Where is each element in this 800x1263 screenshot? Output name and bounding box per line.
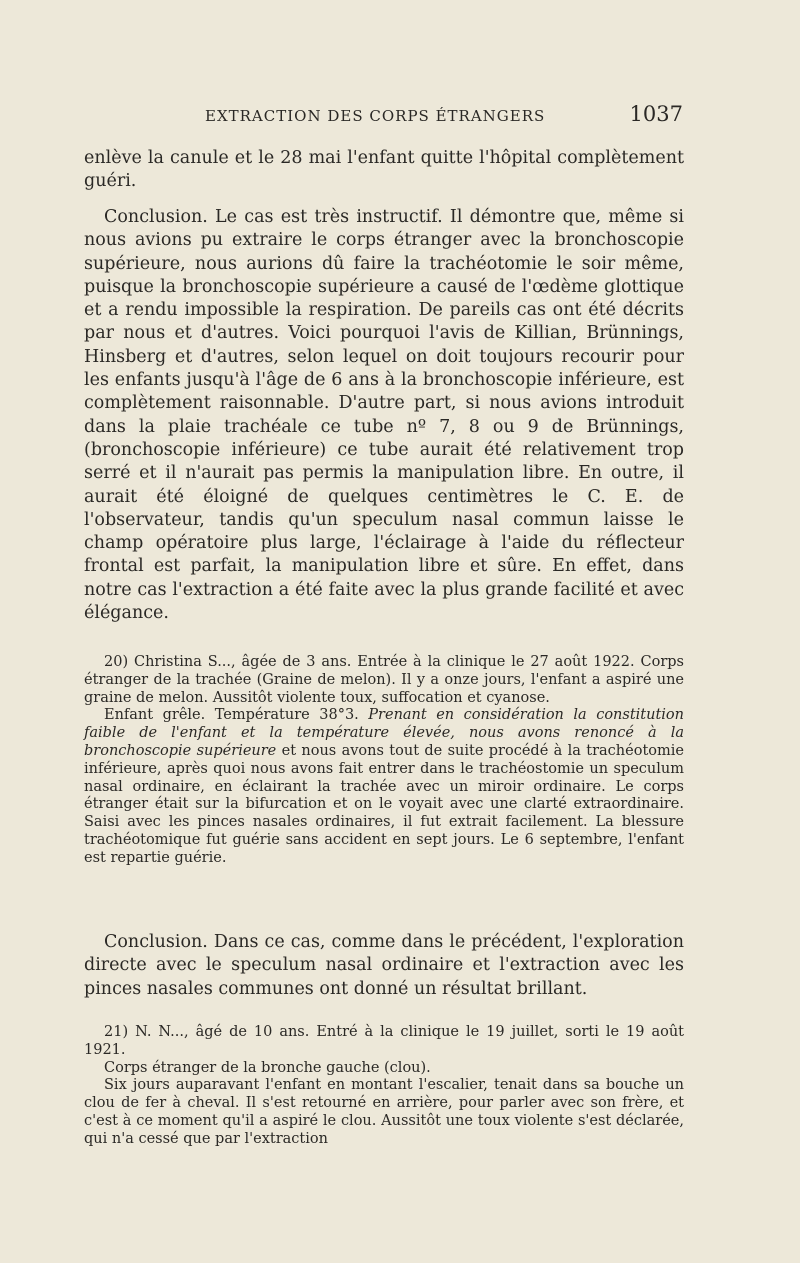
case-21-body: Six jours auparavant l'enfant en montant l'escalier, tenait dans sa bouche un clou de fer à cheval. Il s'est retourné en arrière, pour parler avec son frère, et c'est à ce moment qu'il a aspiré le clou. Aussitôt une toux violente s'est déclarée, qui n'a cessé que par l'extraction bbox=[84, 1077, 684, 1147]
case-20-body-end: et nous avons tout de suite procédé à la trachéotomie inférieure, après quoi nous avons fait entrer dans le trachéostomie un speculum nasal ordinaire, en éclairant la trachée avec un miroir ordinaire. Le corps étranger était sur la bifurcation et on le voyait avec une clarté extraordinaire. Saisi avec les pinces nasales ordinaires, il fut extrait facilement. La blessure trachéotomique fut guérie sans accident en sept jours. Le 6 septembre, l'enfant est repartie guérie. bbox=[84, 742, 684, 866]
paragraph-conclusion-1 bbox=[84, 206, 684, 625]
paragraph-text: enlève la canule et le 28 mai l'enfant quitte l'hôpital complètement guéri. bbox=[84, 148, 684, 192]
case-20-intro: 20) Christina S..., âgée de 3 ans. Entrée à la clinique le 27 août 1922. Corps étranger de la trachée (Graine de melon). Il y a onze jours, l'enfant a aspiré une graine de melon. Aussitôt violente toux, suffocation et cyanose. bbox=[84, 654, 684, 706]
case-20 bbox=[84, 654, 684, 868]
paragraph-text: Conclusion. Le cas est très instructif. Il démontre que, même si nous avions pu extraire le corps étranger avec la bronchoscopie supérieure, nous aurions dû faire la trachéotomie le soir même, puisque la bronchoscopie supérieure a causé de l'œdème glottique et a rendu impossible la respiration. De pareils cas ont été décrits par nous et d'autres. Voici pourquoi l'avis de Killian, Brünnings, Hinsberg et d'autres, selon lequel on doit toujours recourir pour les enfants jusqu'à l'âge de 6 ans à la bronchoscopie inférieure, est complètement raisonnable. D'autre part, si nous avions introduit dans la plaie trachéale ce tube nº 7, 8 ou 9 de Brünnings, (bronchoscopie inférieure) ce tube aurait été relativement trop serré et il n'aurait pas permis la manipulation libre. En outre, il aurait été éloigné de quelques centimètres le C. E. de l'observateur, tandis qu'un speculum nasal commun laisse le champ opératoire plus large, l'éclairage à l'aide du réflecteur frontal est parfait, la manipulation libre et sûre. En effet, dans notre cas l'extraction a été faite avec la plus grande facilité et avec élégance. bbox=[84, 207, 684, 624]
case-21-diagnosis: Corps étranger de la bronche gauche (clou). bbox=[104, 1059, 431, 1076]
case-20-body bbox=[84, 707, 684, 867]
paragraph-case-end bbox=[84, 147, 684, 194]
paragraph-conclusion-2 bbox=[84, 931, 684, 1001]
running-head bbox=[205, 102, 683, 126]
case-21 bbox=[84, 1024, 684, 1149]
paragraph-text: Conclusion. Dans ce cas, comme dans le précédent, l'exploration directe avec le speculum nasal ordinaire et l'extraction avec les pinces nasales communes ont donné un résultat brillant. bbox=[84, 932, 684, 999]
case-21-intro: 21) N. N..., âgé de 10 ans. Entré à la clinique le 19 juillet, sorti le 19 août 1921. bbox=[84, 1024, 684, 1058]
running-title: EXTRACTION DES CORPS ÉTRANGERS bbox=[205, 107, 546, 125]
page-number: 1037 bbox=[629, 102, 683, 126]
case-20-body-italic: Prenant en considération la constitution faible de l'enfant et la température élevée, nous avons renoncé à la bronchoscopie supérieure bbox=[84, 707, 684, 759]
case-20-body-start: Enfant grêle. Température 38°3. bbox=[104, 707, 369, 724]
